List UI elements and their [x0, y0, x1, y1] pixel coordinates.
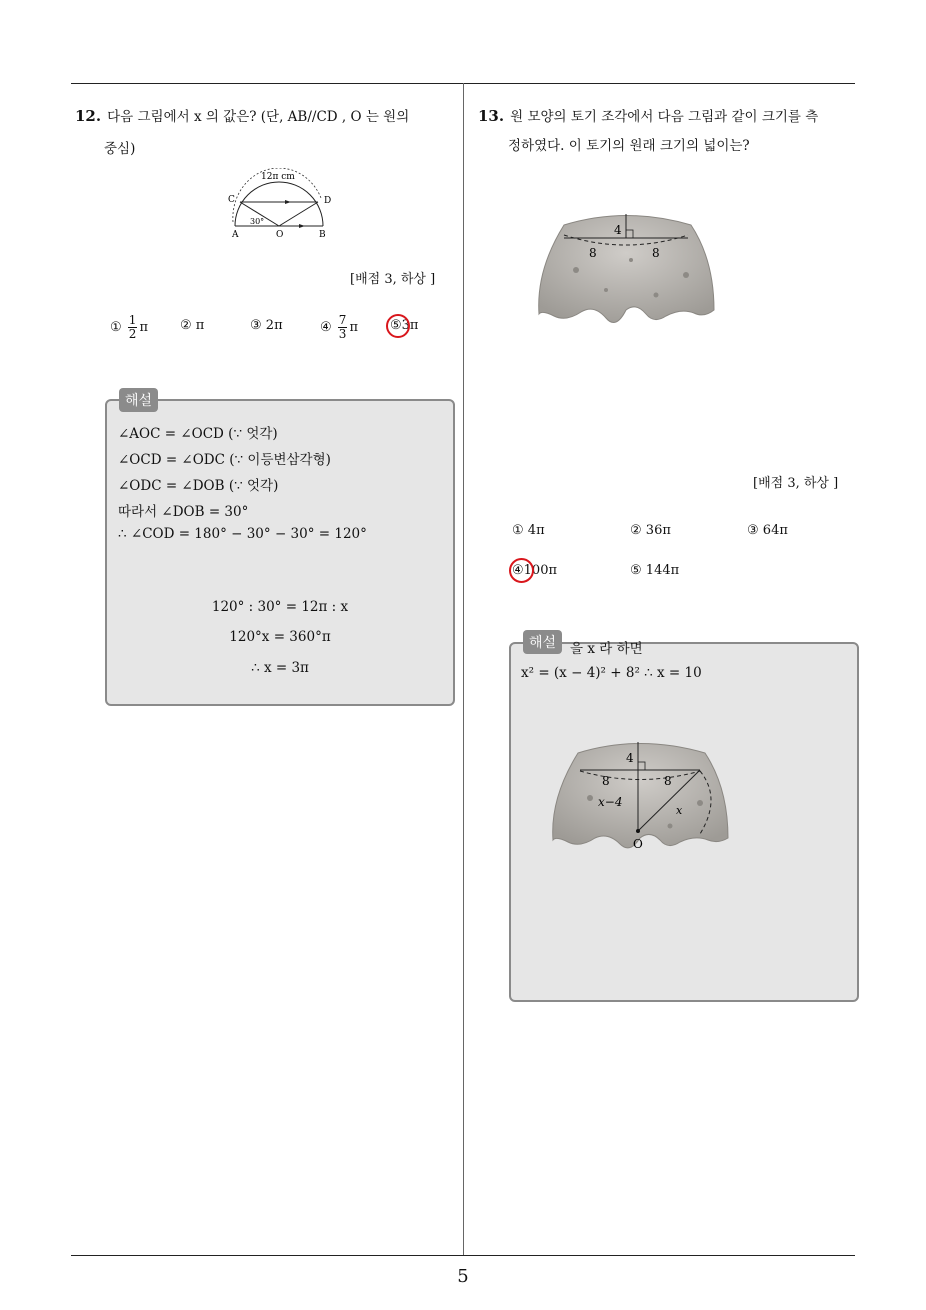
q12-label-b: B [319, 230, 326, 240]
q12-label-o: O [276, 230, 284, 240]
speck [573, 267, 579, 273]
selected-answer-mark [386, 314, 410, 338]
choice-suffix: π [139, 320, 148, 335]
pottery-shard [553, 744, 728, 848]
footer-rule [71, 1255, 855, 1256]
q13-text-line1: 원 모양의 토기 조각에서 다음 그림과 같이 크기를 측 [510, 109, 819, 125]
choice-text: 144π [645, 563, 680, 578]
choice-text: π [195, 318, 205, 333]
sol-label-x: x [676, 804, 683, 817]
q13-sol-line-1: 을 x 라 하면 [570, 641, 643, 657]
q13-solution-figure [550, 738, 732, 858]
q12-label-arc: 12π cm [261, 172, 295, 182]
q12-label-d: D [324, 196, 332, 206]
center-point [636, 829, 640, 833]
q12-text-line1: 다음 그림에서 x 의 값은? (단, AB//CD , O 는 원의 [107, 109, 410, 125]
choice-mark: ④ [320, 320, 332, 335]
choice-mark: ⑤ [390, 318, 402, 333]
choice-text: 2π [265, 318, 283, 333]
choice-mark: ② [180, 318, 192, 333]
selected-answer-mark [509, 558, 534, 583]
q12-choice-4[interactable] [320, 314, 358, 341]
speck [668, 824, 673, 829]
q12-label-c: C [228, 195, 235, 205]
choice-text: 3π [401, 318, 419, 333]
q12-label-angle: 30° [250, 217, 265, 226]
q12-text-line2: 중심) [104, 141, 136, 157]
q12-number: 12. [75, 107, 102, 125]
pottery-label-4: 4 [614, 223, 622, 237]
q13-sol-line-2: x² = (x − 4)² + 8² ∴ x = 10 [521, 665, 702, 681]
speck [683, 272, 689, 278]
q12-sol-line-5: ∴ ∠COD = 180° − 30° − 30° = 120° [118, 526, 367, 542]
q13-pottery-figure [536, 210, 718, 332]
choice-mark: ⑤ [630, 563, 642, 578]
fraction: $\frac{1}{2}$ [128, 313, 137, 341]
choice-text: 36π [645, 523, 671, 538]
q12-sol-line-4: 따라서 ∠DOB = 30° [118, 504, 249, 520]
q12-semicircle [235, 182, 323, 226]
q12-choice-3[interactable] [250, 318, 283, 333]
q13-choice-2[interactable] [630, 523, 671, 538]
q13-choice-3[interactable] [747, 523, 788, 538]
q12-choice-2[interactable] [180, 318, 204, 333]
q12-sol-line-3: ∠ODC = ∠DOB (∵ 엇각) [118, 478, 279, 494]
q13-stem [478, 104, 818, 130]
q12-line-od [279, 202, 318, 226]
q12-arrow-cd [285, 200, 291, 204]
sol-label-8-left: 8 [602, 774, 610, 788]
q13-choice-1[interactable] [512, 523, 545, 538]
sol-label-8-right: 8 [664, 774, 672, 788]
choice-mark: ① [110, 320, 122, 335]
q12-sol-center-3: ∴ x = 3π [251, 660, 309, 676]
q12-arrow-ab [299, 224, 305, 228]
q12-sol-line-2: ∠OCD = ∠ODC (∵ 이등변삼각형) [118, 452, 331, 468]
speck [587, 795, 593, 801]
q12-choice-1[interactable] [110, 314, 148, 341]
q12-stem [75, 104, 409, 130]
page-number: 5 [457, 1266, 469, 1287]
q12-solution-tab: 해설 [119, 388, 158, 412]
speck [654, 293, 659, 298]
choice-text: 4π [527, 523, 545, 538]
q12-score: [배점 3, 하상 ] [350, 272, 436, 287]
sol-label-4: 4 [626, 751, 634, 765]
q12-sol-line-1: ∠AOC = ∠OCD (∵ 엇각) [118, 426, 278, 442]
column-divider [463, 83, 464, 1255]
choice-mark: ① [512, 523, 524, 538]
q13-choice-5[interactable] [630, 563, 679, 578]
q12-figure [225, 168, 340, 240]
choice-mark: ③ [250, 318, 262, 333]
choice-text: 100π [523, 563, 558, 578]
pottery-label-8-left: 8 [589, 246, 597, 260]
q13-text-line2: 정하였다. 이 토기의 원래 크기의 넓이는? [508, 138, 750, 154]
q12-sol-center-1: 120° : 30° = 12π : x [211, 599, 349, 615]
q12-label-a: A [232, 230, 239, 240]
choice-mark: ② [630, 523, 642, 538]
speck [604, 288, 608, 292]
choice-text: 64π [762, 523, 788, 538]
q12-sol-center-2: 120°x = 360°π [229, 629, 331, 645]
speck [697, 800, 703, 806]
fraction: $\frac{7}{3}$ [338, 313, 347, 341]
choice-mark: ④ [512, 563, 524, 578]
speck [629, 258, 633, 262]
q13-score: [배점 3, 하상 ] [753, 476, 839, 491]
q13-solution-tab: 해설 [523, 630, 562, 654]
choice-mark: ③ [747, 523, 759, 538]
sol-label-o: O [633, 837, 643, 851]
choice-suffix: π [349, 320, 358, 335]
q13-number: 13. [478, 107, 505, 125]
sol-label-x-minus-4: x−4 [598, 795, 623, 809]
pottery-label-8-right: 8 [652, 246, 660, 260]
